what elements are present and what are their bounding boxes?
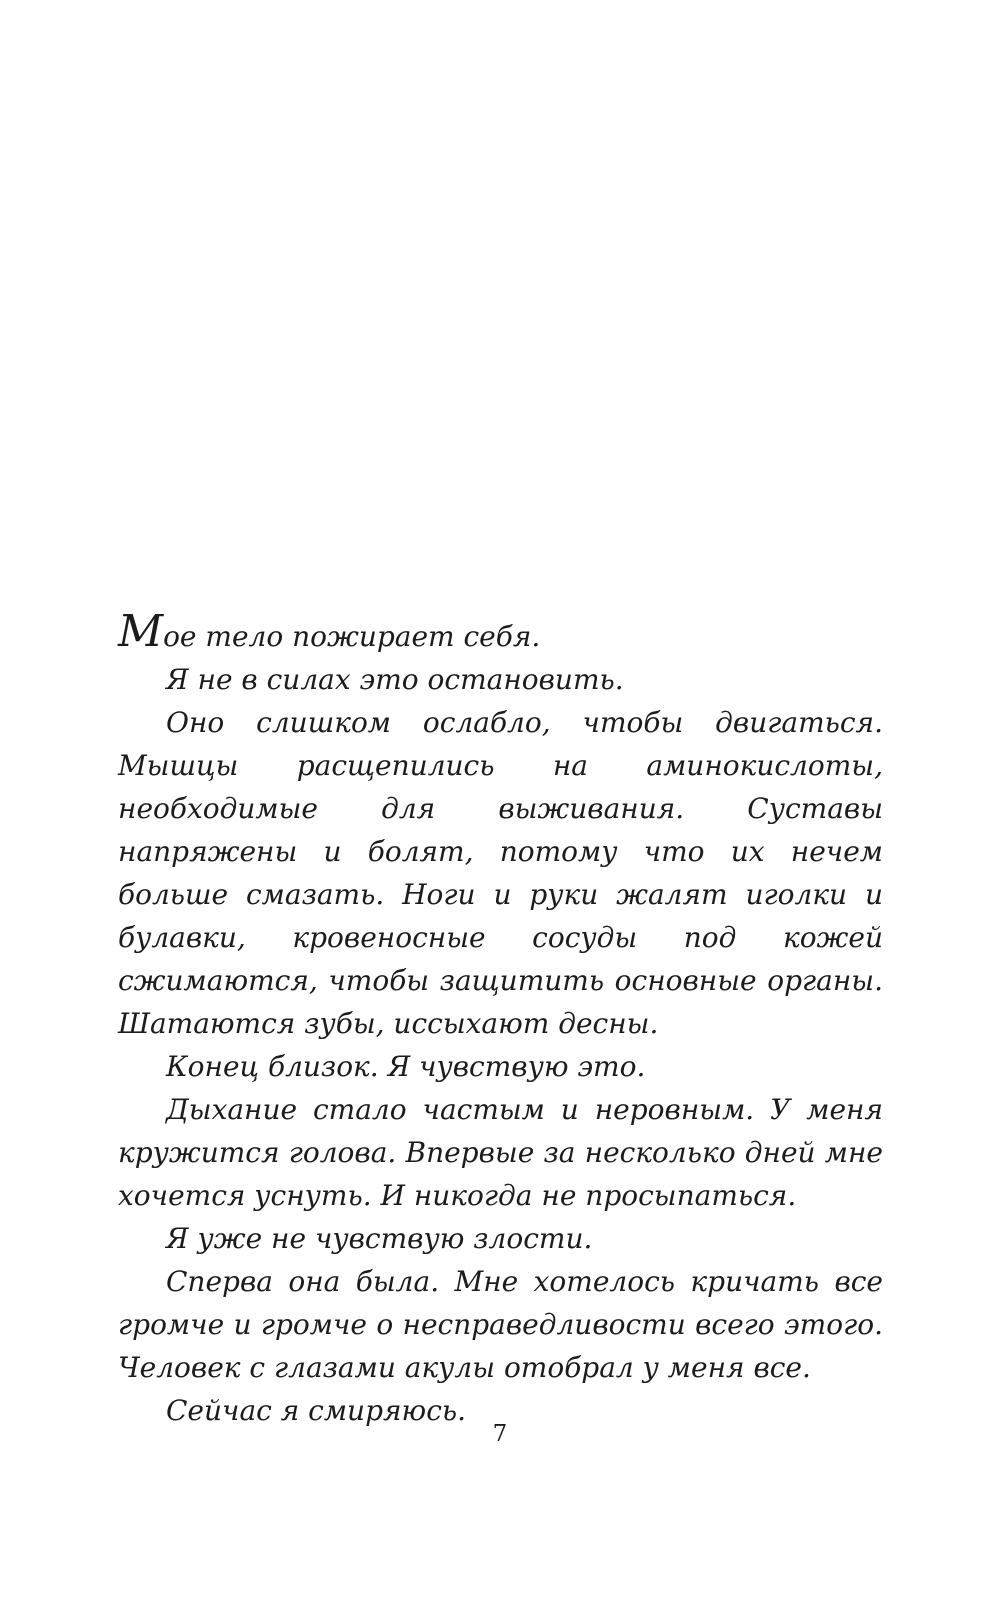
paragraph: Дыхание стало частым и неровным. У меня кружится голова. Впервые за несколько дней мне хочется уснуть. И никогда не просыпаться.: [118, 1093, 883, 1212]
body-text: [118, 606, 883, 1432]
paragraph-initial-letter: М: [118, 606, 164, 657]
paragraph: Я уже не чувствую злости.: [166, 1222, 593, 1255]
page-number: 7: [492, 1421, 508, 1447]
paragraph: Я не в силах это остановить.: [166, 663, 624, 696]
paragraph: Сейчас я смиряюсь.: [166, 1394, 467, 1427]
paragraph: Сперва она была. Мне хотелось кричать все громче и громче о несправедливости всего этого. Человек с глазами акулы отобрал у меня все.: [118, 1265, 883, 1384]
paragraph: Мое тело пожирает себя.: [118, 606, 541, 657]
paragraph: Конец близок. Я чувствую это.: [166, 1050, 646, 1083]
paragraph: Оно слишком ослабло, чтобы двигаться. Мышцы расщепились на аминокислоты, необходимые для выживания. Суставы напряжены и болят, потому что их нечем больше смазать. Ноги и руки жалят иголки и булавки, кровеносные сосуды под кожей сжимаются, чтобы защитить основные органы. Шатаются зубы, иссыхают десны.: [118, 706, 883, 1040]
